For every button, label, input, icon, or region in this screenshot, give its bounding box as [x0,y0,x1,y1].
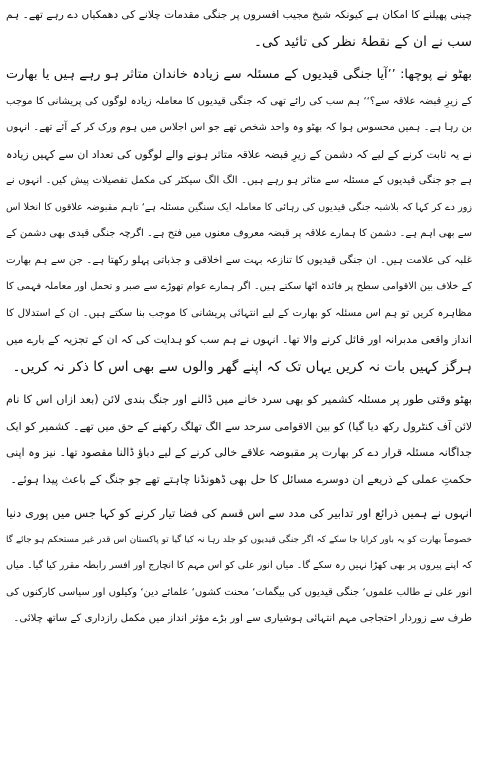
text-line: نے یہ ثابت کرنے کے لیے کہ دشمن کے زیرِ قبضہ علاقہ متاثر ہونے والے لوگوں کی تعداد ان سے کہیں زیادہ [6,147,472,161]
text-line: سے بھی اہم ہے۔ دشمن کا ہمارے علاقہ پر قبضہ معروف معنوں میں فتح ہے۔ اگرچہ جنگی قیدی بھی دشمن کے [6,228,472,239]
text-line: حکمتِ عملی کے ذریعے ان دوسرے مسائل کا حل بھی ڈھونڈنا چاہتے تھے جو جنگ کے باعث پیدا ہوئے۔ [10,472,472,486]
text-line: لائن آف کنٹرول رکھ دیا گیا) کو بین الاقوامی سرحد سے الگ تھلگ رکھنے کے حق میں تھے۔ کشمیر کو ایک [6,419,472,433]
paragraph [6,62,472,380]
text-line: انہوں نے ہمیں ذرائع اور تدابیر کی مدد سے اس قسم کی فضا تیار کرنے کو کہا جس میں پوری دنیا [6,506,472,520]
text-line: چینی پھیلنے کا امکان ہے کیونکہ شیخ مجیب افسروں پر جنگی مقدمات چلانے کی دھمکیاں دے رہے تھے۔ ہم [6,9,472,21]
text-line: زور دے کر کہا کہ بلاشبہ جنگی قیدیوں کی رہائی کا معاملہ ایک سنگین مسئلہ ہے‘ تاہم مقبوضہ علاقوں کا انخلا اس [6,201,472,213]
text-line: طرف سے زوردار احتجاجی مہم انتہائی ہوشیاری سے اور بڑے مؤثر انداز میں مکمل رازداری کے ساتھ چلائی۔ [13,613,472,624]
paragraph-gap [6,380,472,387]
text-line: کہ اپنے پیروں پر بھی کھڑا نہیں رہ سکے گا۔ میاں انور علی کو اس مہم کا انچارج اور افسر رابطہ مقرر کیا گیا۔ میاں [6,560,472,571]
text-line: بن رہا ہے۔ ہمیں محسوس ہوا کہ بھٹو وہ واحد شخص تھے جو اس اجلاس میں ہوم ورک کر کے آئے تھے۔ انہوں [6,122,472,133]
text-line: کے زیرِ قبضہ علاقہ سے؟‘‘ ہم سب کی رائے تھی کہ جنگی قیدیوں کا معاملہ زیادہ لوگوں کی پریشانی کا موجب [6,95,472,107]
paragraph-gap [6,493,472,500]
text-line: غلبہ کی علامت ہیں۔ ان جنگی قیدیوں کا تنازعہ بہت سے اخلاقی و جذباتی پہلو رکھتا ہے۔ جن سے ہم بھارت [6,254,472,266]
paragraph [6,500,472,633]
text-line: مظاہرہ کریں تو ہم اس مسئلہ کو بھارت کے لیے انتہائی پریشانی کا موجب بنا سکتے ہیں۔ ان کے استدلال کا [6,307,472,319]
text-line: انور علی نے طالب علموں‘ جنگی قیدیوں کی بیگمات‘ محنت کشوں‘ علمائے دین‘ وکیلوں اور سیاسی کارکنوں کی [6,586,472,598]
paragraph [6,2,472,55]
text-line: جداگانہ مسئلہ قرار دے کر بھارت پر مقبوضہ علاقے خالی کرنے کے لیے دباؤ ڈالنا مقصود تھا۔ نیز وہ اپنی [6,446,472,459]
text-line: سب نے ان کے نقطۂ نظر کی تائید کی۔ [254,33,472,50]
text-line: ہرگز کہیں بات نہ کریں یہاں تک کہ اپنے گھر والوں سے بھی اس کا ذکر نہ کریں۔ [12,358,472,375]
text-line: کے خلاف بین الاقوامی سطح پر فائدہ اٹھا سکتے ہیں۔ اگر ہمارے عوام تھوڑے سے صبر و تحمل اور معاملہ فہمی کا [6,281,472,292]
text-line: بھٹو وقتی طور پر مسئلہ کشمیر کو بھی سرد خانے میں ڈالنے اور جنگ بندی لائن (بعد ازاں اس کا نام [6,393,472,406]
text-line: ہے جو جنگی قیدیوں کے مسئلہ سے متاثر ہو رہے ہیں۔ الگ الگ سیکٹر کی مکمل تفصیلات پیش کیں۔ انہوں نے [6,175,472,186]
paragraph-gap [6,55,472,62]
paragraph [6,387,472,493]
text-line: انداز واقعی مدبرانہ اور قائل کرنے والا تھا۔ انہوں نے ہم سب کو ہدایت کی کہ ان کے تجزیہ کے بارے میں [6,333,472,346]
text-line: بھٹو نے پوچھا: ’’آیا جنگی قیدیوں کے مسئلہ سے زیادہ خاندان متاثر ہو رہے ہیں یا بھارت [6,67,472,82]
text-line: خصوصاً بھارت کو یہ باور کرایا جا سکے کہ اگر جنگی قیدیوں کو جلد رہا نہ کیا گیا تو پاکستان اس قدر غیر مستحکم ہو جائے گا [6,534,472,545]
